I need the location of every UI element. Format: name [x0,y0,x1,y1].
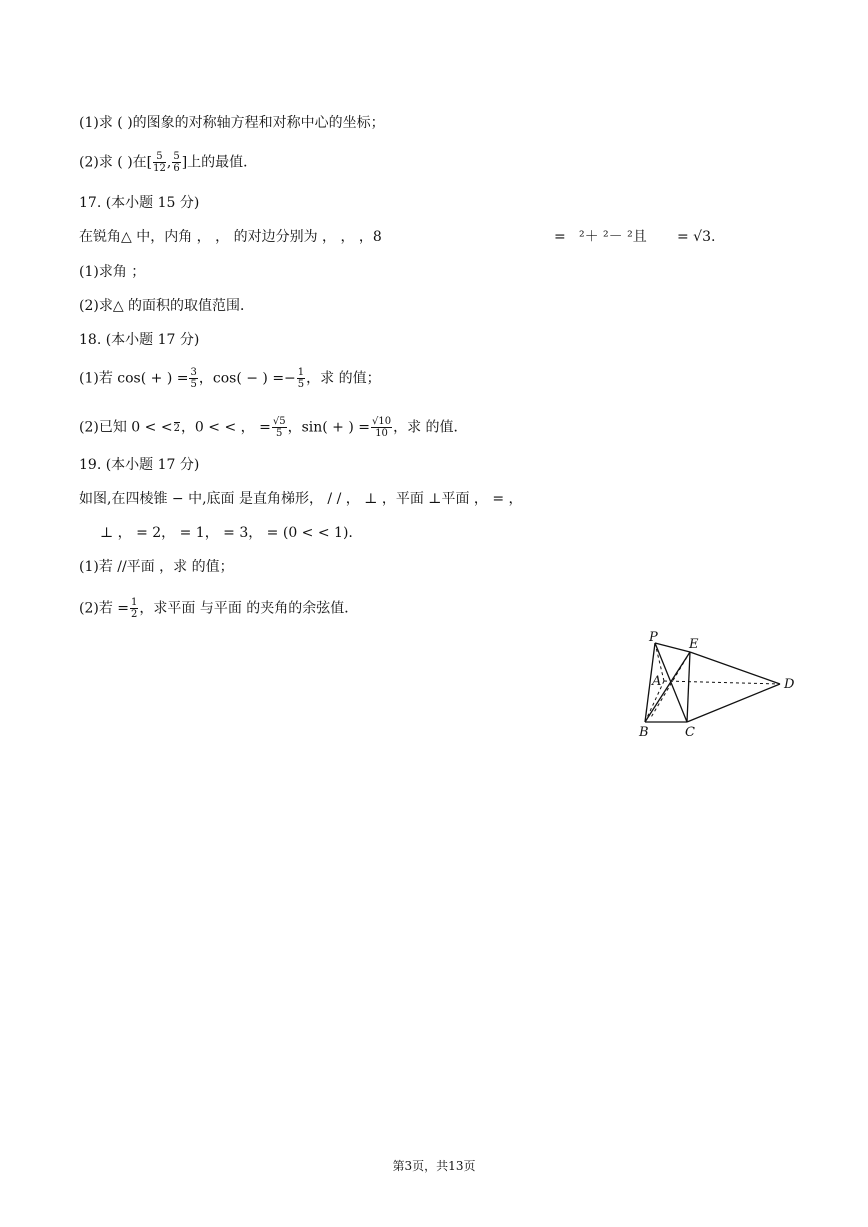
q19-stem-line2: ⊥ ， = 2， = 1， = 3， = (0 < < 1). [100,525,353,541]
fraction: $\frac{5}{6}$ [173,151,180,174]
edge-AD [664,681,780,684]
q18-part2: (2)已知 0 < < 2 ，0 < < ， = $\frac{√5}{5}$ ，sin( + ) = $\frac{√10}{10}$ ，求 的值． [79,416,468,439]
page-footer: 第3页，共13页 [392,1159,476,1173]
q19-stem-line1: 如图,在四棱锥 − 中,底面 是直角梯形， / / ， ⊥ ，平面 ⊥平面 ， = ， [79,491,523,507]
q18-heading: 18. (本小题 17 分) [79,332,200,348]
fraction: $\frac{1}{5}$ [297,367,305,390]
q19-part1: (1)若 //平面 ，求 的值； [79,559,234,575]
q17-heading: 17. (本小题 15 分) [79,195,200,211]
pyramid-figure [630,627,805,742]
edge-ED [690,652,780,684]
edge-PE [655,643,690,652]
label-C: C [685,725,695,740]
fraction: $\frac{5}{12}$ [153,151,166,174]
q16-part1: (1)求 ( )的图象的对称轴方程和对称中心的坐标； [79,115,385,131]
label-B: B [639,725,649,740]
fraction: $\frac{√5}{5}$ [272,416,286,439]
label-D: D [784,677,795,692]
label-E: E [689,637,699,652]
fraction: 2 [173,422,180,434]
q17-part2: (2)求△ 的面积的取值范围． [79,298,255,314]
fraction: $\frac{3}{5}$ [190,367,197,390]
label-A: A [652,674,662,689]
edge-EC [687,652,690,722]
q19-part2: (2)若 = $\frac{1}{2}$ ，求平面 与平面 的夹角的余弦值． [79,597,359,620]
label-P: P [649,630,658,645]
fraction: $\frac{√10}{10}$ [372,416,392,439]
q17-part1: (1)求角 ； [79,264,146,280]
q16-part2: (2)求 ( )在[ $\frac{5}{12}$ , $\frac{5}{6}$ ]上的最值． [79,151,258,174]
fraction: $\frac{1}{2}$ [131,597,138,620]
edge-CD [687,684,780,722]
q18-part1: (1)若 cos( + ) = $\frac{3}{5}$ ，cos( − ) =− $\frac{1}{5}$ ，求 的值； [79,367,381,390]
q17-stem: 在锐角△ 中，内角 ， ， 的对边分别为 ， ， ，8 = ²＋ ²－ ²且 = √3. [79,229,716,245]
q19-heading: 19. (本小题 17 分) [79,457,200,473]
